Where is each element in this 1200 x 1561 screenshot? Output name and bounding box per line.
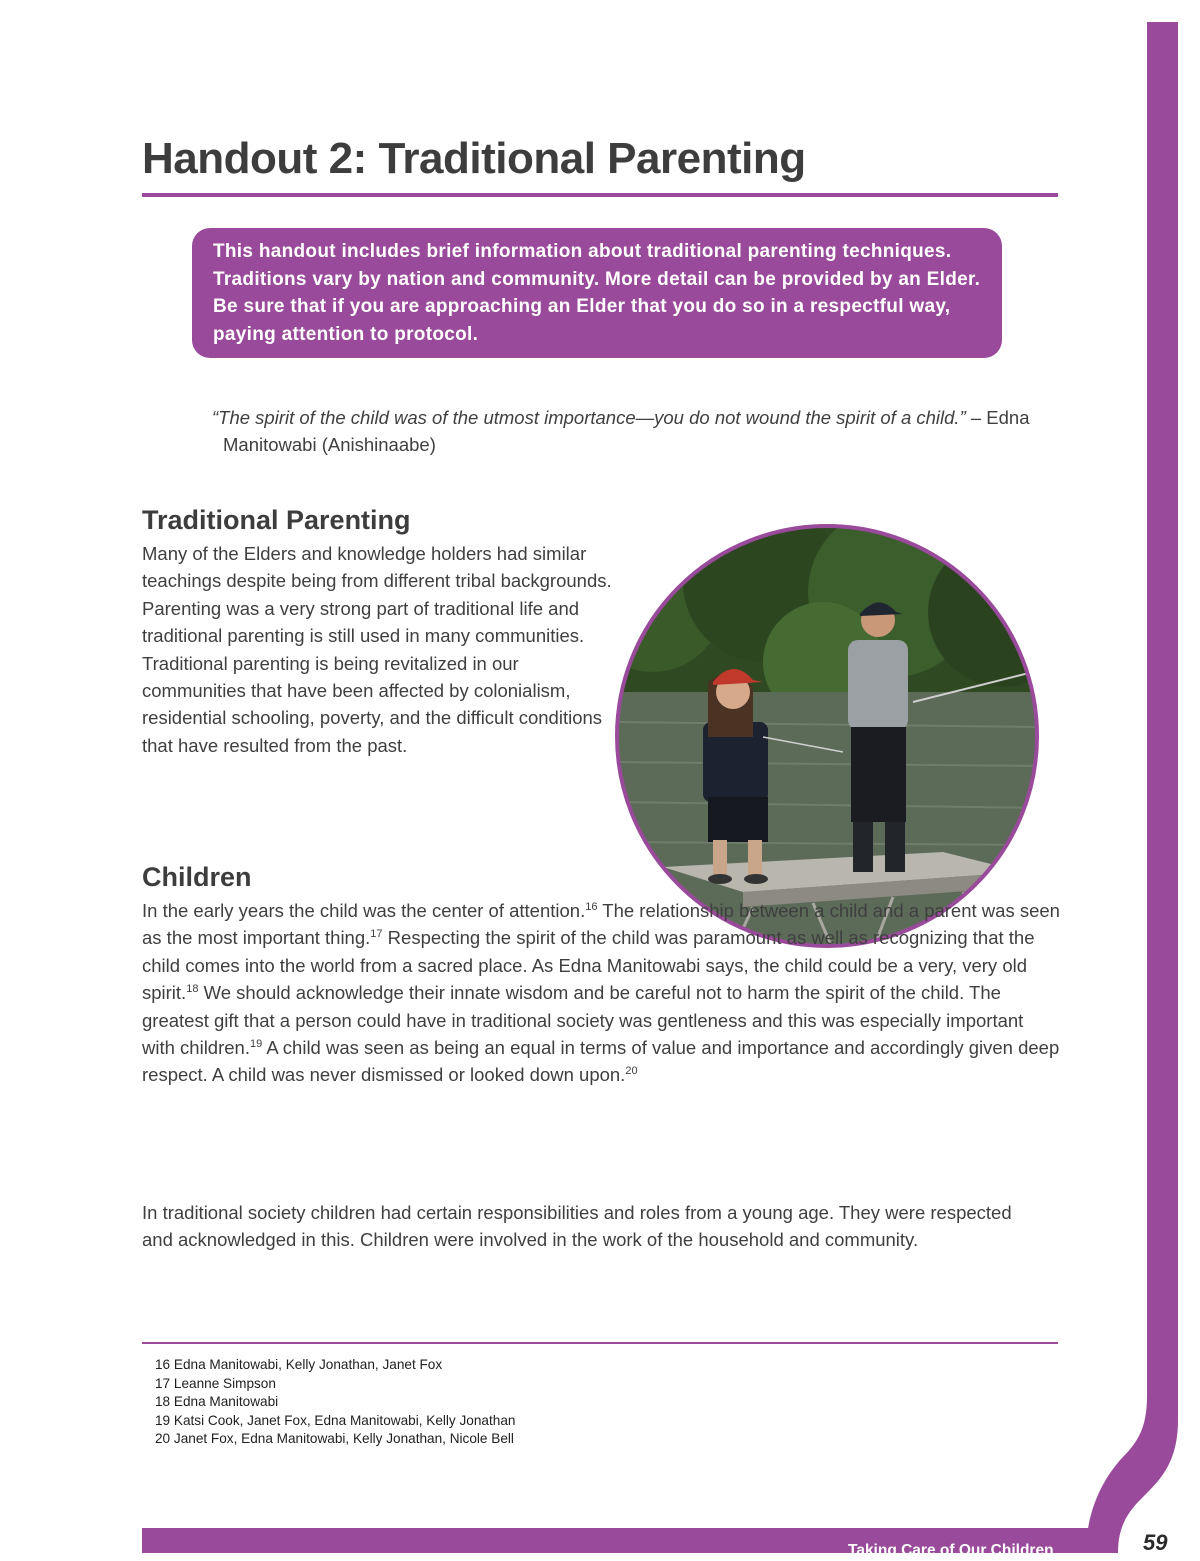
footnote-item: 16 Edna Manitowabi, Kelly Jonathan, Janet Fox: [155, 1357, 443, 1372]
footnote-item: 18 Edna Manitowabi: [155, 1394, 279, 1410]
footnote-item: 19 Katsi Cook, Janet Fox, Edna Manitowabi, Kelly Jonathan: [155, 1412, 516, 1428]
fishing-photo: [613, 522, 1041, 950]
footnote-ref: 20: [625, 1065, 638, 1078]
footnote-list: [155, 1356, 515, 1449]
paragraph-text: The relationship between a child and a parent was seen as the most important thing.: [142, 900, 1060, 949]
paragraph-text: We should acknowledge their innate wisdom and be careful not to harm the spirit of the child. The greatest gift that a person could have in traditional society was gentleness and this was especially important with children.: [142, 982, 1024, 1059]
page-title: Handout 2: Traditional Parenting: [142, 134, 806, 183]
paragraph-text: In the early years the child was the center of attention.: [142, 900, 586, 921]
footnote-ref: 18: [186, 983, 199, 996]
section-heading-traditional-parenting: Traditional Parenting: [142, 505, 411, 535]
title-underline: [142, 193, 1058, 197]
footer-label: Taking Care of Our Children: [848, 1542, 1054, 1559]
children-roles-paragraph: In traditional society children had certain responsibilities and roles from a young age. They were respected and acknowledged in this. Children were involved in the work of the household and community.: [142, 1202, 1012, 1251]
section-heading-children: Children: [142, 862, 252, 892]
footnote-item: 20 Janet Fox, Edna Manitowabi, Kelly Jonathan, Nicole Bell: [155, 1431, 514, 1447]
paragraph-text: Respecting the spirit of the child was paramount as well as recognizing that the child comes into the world from a sacred place. As Edna Manitowabi says, the child could be a very, very old spirit.: [142, 927, 1035, 1004]
quote-attribution: – Edna Manitowabi (Anishinaabe): [223, 407, 1030, 455]
footnote-ref: 17: [370, 928, 383, 941]
page-number: 59: [1143, 1530, 1168, 1555]
traditional-parenting-paragraph: Many of the Elders and knowledge holders had similar teachings despite being from different tribal backgrounds. Parenting was a very strong part of traditional life and traditional parenting is still used in many communities. Traditional parenting is being revitalized in our communities that have been affected by colonialism, residential schooling, poverty, and the difficult conditions that have resulted from the past.: [142, 543, 612, 756]
footnote-ref: 19: [249, 1038, 263, 1051]
footnote-item: 17 Leanne Simpson: [155, 1375, 276, 1391]
children-paragraph: [142, 897, 1060, 1089]
quote-text: “The spirit of the child was of the utmost importance—you do not wound the spirit of a child.”: [212, 407, 966, 428]
paragraph-text: A child was seen as being an equal in terms of value and importance and accordingly given deep respect. A child was never dismissed or looked down upon.: [142, 1037, 1060, 1086]
footnote-ref: 16: [585, 901, 598, 913]
footnote-divider: [142, 1342, 1058, 1344]
side-band: [1086, 22, 1178, 1553]
elder-quote: [212, 404, 1073, 458]
intro-callout: This handout includes brief information about traditional parenting techniques. Traditions vary by nation and community. More detail can be provided by an Elder. Be sure that if you are approaching an Elder that you do so in a respectful way, paying attention to protocol.: [192, 228, 1002, 358]
